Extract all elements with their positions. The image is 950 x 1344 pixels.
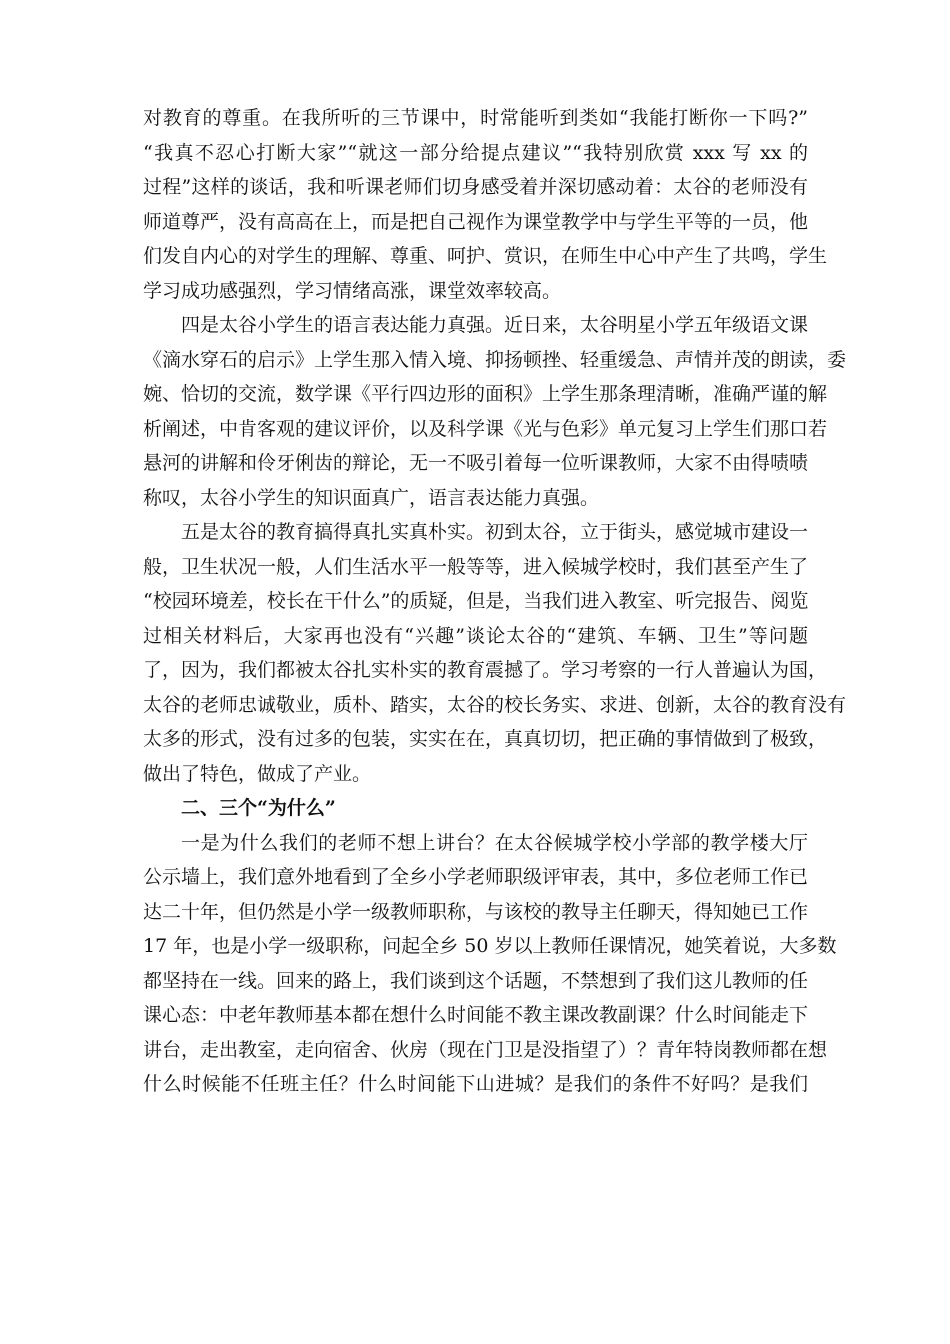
paragraph-2 xyxy=(143,308,847,515)
text-line: 太多的形式，没有过多的包装，实实在在，真真切切，把正确的事情做到了极致， xyxy=(143,728,828,750)
text-line: 公示墙上，我们意外地看到了全乡小学老师职级评审表，其中，多位老师工作已 xyxy=(143,866,809,888)
text-line: 达二十年，但仍然是小学一级教师职称，与该校的教导主任聊天，得知她已工作 xyxy=(143,900,809,923)
text-line: 太谷的老师忠诚敬业，质朴、踏实，太谷的校长务实、求进、创新，太谷的教育没有 xyxy=(143,693,847,716)
text-line: 婉、恰切的交流，数学课《平行四边形的面积》上学生那条理清晰，准确严谨的解 xyxy=(143,383,828,405)
heading-text: 二、三个“为什么” xyxy=(181,797,336,819)
document-page xyxy=(143,101,847,1102)
text-line: 过相关材料后，大家再也没有“兴趣”谈论太谷的“建筑、车辆、卫生”等问题 xyxy=(143,624,808,647)
text-line: 一是为什么我们的老师不想上讲台？在太谷候城学校小学部的教学楼大厅 xyxy=(181,831,808,854)
text-line: 四是太谷小学生的语言表达能力真强。近日来，太谷明星小学五年级语文课 xyxy=(181,314,809,336)
text-line: 学习成功感强烈，学习情绪高涨，课堂效率较高。 xyxy=(143,279,562,302)
text-line: 们发自内心的对学生的理解、尊重、呵护、赏识，在师生中心中产生了共鸣，学生 xyxy=(143,245,828,267)
section-heading xyxy=(143,791,808,826)
text-line: 五是太谷的教育搞得真扎实真朴实。初到太谷，立于街头，感觉城市建设一 xyxy=(181,521,809,543)
text-line: 做出了特色，做成了产业。 xyxy=(143,762,372,785)
text-line: 称叹，太谷小学生的知识面真广，语言表达能力真强。 xyxy=(143,486,600,509)
text-line: 都坚持在一线。回来的路上，我们谈到这个话题，不禁想到了我们这儿教师的任 xyxy=(143,969,809,992)
text-line: 讲台，走出教室，走向宿舍、伙房（现在门卫是没指望了）？青年特岗教师都在想 xyxy=(143,1038,828,1061)
text-line: 17 年，也是小学一级职称，问起全乡 50 岁以上教师任课情况，她笑着说，大多数 xyxy=(143,935,837,957)
text-line: 析阐述，中肯客观的建议评价，以及科学课《光与色彩》单元复习上学生们那口若 xyxy=(143,417,828,440)
text-line: 过程”这样的谈话，我和听课老师们切身感受着并深切感动着：太谷的老师没有 xyxy=(143,176,808,198)
text-line: 什么时候能不任班主任？什么时间能下山进城？是我们的条件不好吗？是我们 xyxy=(143,1073,808,1095)
paragraph-3 xyxy=(143,515,847,791)
text-line: “校园环境差，校长在干什么”的质疑，但是，当我们进入教室、听完报告、阅览 xyxy=(143,590,809,612)
text-line: 课心态：中老年教师基本都在想什么时间能不教主课改教副课？什么时间能走下 xyxy=(143,1004,809,1026)
paragraph-4 xyxy=(143,826,837,1102)
text-line: 悬河的讲解和伶牙俐齿的辩论，无一不吸引着每一位听课教师，大家不由得啧啧 xyxy=(143,452,809,474)
text-line: 对教育的尊重。在我所听的三节课中，时常能听到类如“我能打断你一下吗?” xyxy=(143,107,808,129)
text-line: 师道尊严，没有高高在上，而是把自己视作为课堂教学中与学生平等的一员，他 xyxy=(143,210,809,233)
text-line: “我真不忍心打断大家”“就这一部分给提点建议”“我特别欣赏 xxx 写 xx 的 xyxy=(143,141,808,164)
text-line: 《滴水穿石的启示》上学生那入情入境、抑扬顿挫、轻重缓急、声情并茂的朗读，委 xyxy=(143,348,847,371)
text-line: 了，因为，我们都被太谷扎实朴实的教育震撼了。学习考察的一行人普遍认为国， xyxy=(143,659,828,681)
text-line: 般，卫生状况一般，人们生活水平一般等等，进入候城学校时，我们甚至产生了 xyxy=(143,555,809,578)
paragraph-1 xyxy=(143,101,828,308)
